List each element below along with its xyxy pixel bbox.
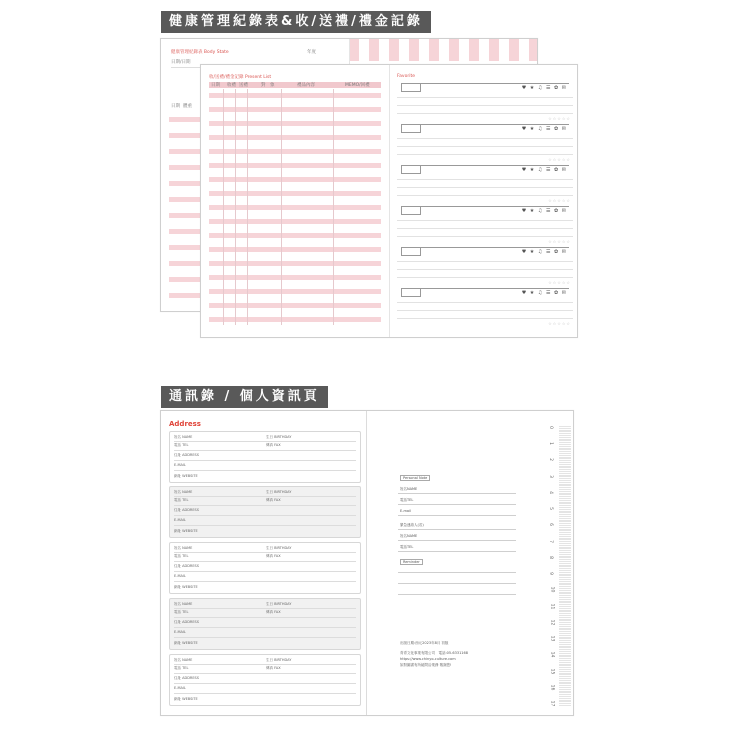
address-birthday-label: 生日 BIRTHDAY xyxy=(266,658,292,662)
favorite-stars: ☆☆☆☆☆ xyxy=(548,321,571,326)
ruler-number: 15 xyxy=(549,668,555,674)
ruler-number: 17 xyxy=(549,700,555,707)
ruler-number: 0 xyxy=(547,426,553,429)
address-card xyxy=(169,598,361,650)
ruler-number: 7 xyxy=(547,539,553,543)
address-website-label: 網址 WEBSITE xyxy=(174,474,198,478)
address-birthday-label: 生日 BIRTHDAY xyxy=(266,546,292,550)
address-spread-page xyxy=(160,410,574,716)
ruler-number: 1 xyxy=(547,442,553,446)
address-fax-label: 傳真 FAX xyxy=(266,666,281,670)
spine xyxy=(389,65,390,337)
ruler-numbers xyxy=(549,425,559,707)
address-fax-label: 傳真 FAX xyxy=(266,498,281,502)
address-address-label: 住址 ADDRESS xyxy=(174,508,199,512)
address-card xyxy=(169,431,361,483)
ruler-number: 9 xyxy=(547,572,553,576)
address-name-label: 姓名 NAME xyxy=(174,546,193,550)
personal-email-label: E-mail xyxy=(400,509,411,513)
copyright-note: 如對圖書有所疑問洽業務 敬謝您! xyxy=(400,663,452,667)
favorite-entry xyxy=(401,83,569,92)
ruler xyxy=(559,425,571,707)
favorite-stars: ☆☆☆☆☆ xyxy=(548,116,571,121)
reminder-heading: Reminder xyxy=(400,559,423,565)
address-fax-label: 傳真 FAX xyxy=(266,610,281,614)
health-record-stripes xyxy=(349,39,537,61)
health-record-date: 日期/日期 xyxy=(171,60,191,65)
ruler-number: 14 xyxy=(549,651,555,658)
publisher-url: https://www.chinyo-culture.com xyxy=(400,657,456,661)
health-col-date: 日期 xyxy=(171,104,180,109)
address-fax-label: 傳真 FAX xyxy=(266,554,281,558)
address-tel-label: 電話 TEL xyxy=(174,666,189,670)
ruler-number: 16 xyxy=(549,684,555,691)
address-website-label: 網址 WEBSITE xyxy=(174,585,198,589)
address-name-label: 姓名 NAME xyxy=(174,658,193,662)
favorite-entry xyxy=(401,288,569,297)
health-record-title: 健康管理紀錄表 Body State xyxy=(171,50,229,55)
address-email-label: E-MAIL xyxy=(174,574,186,578)
address-name-label: 姓名 NAME xyxy=(174,602,193,606)
emergency-heading: 緊急連絡人(若) xyxy=(400,523,424,527)
address-name-label: 姓名 NAME xyxy=(174,435,193,439)
favorite-rating-icons: ♥ ★ ♫ ☰ ✿ ✉ xyxy=(521,208,567,214)
present-header-date: 日期 xyxy=(211,83,220,88)
present-header-received: 收禮 xyxy=(227,83,236,88)
ruler-number: 6 xyxy=(547,523,553,527)
ruler-number: 2 xyxy=(547,458,553,462)
health-table xyxy=(169,111,201,301)
favorite-stars: ☆☆☆☆☆ xyxy=(548,280,571,285)
ruler-number: 3 xyxy=(547,474,553,478)
favorite-rating-icons: ♥ ★ ♫ ☰ ✿ ✉ xyxy=(521,126,567,132)
favorite-list xyxy=(397,83,573,331)
address-card xyxy=(169,486,361,538)
favorite-stars: ☆☆☆☆☆ xyxy=(548,198,571,203)
address-fax-label: 傳真 FAX xyxy=(266,443,281,447)
publish-date: 出版日期:西元2023年8月 初版 xyxy=(400,641,449,645)
health-col-weight: 體重 xyxy=(183,104,192,109)
ruler-number: 12 xyxy=(549,619,555,626)
present-header-sent: 送禮 xyxy=(239,83,248,88)
ruler-number: 4 xyxy=(547,491,553,494)
address-card xyxy=(169,654,361,706)
present-list-title: 收/送禮/禮金記錄 Present List xyxy=(209,75,272,80)
favorite-rating-icons: ♥ ★ ♫ ☰ ✿ ✉ xyxy=(521,249,567,255)
ruler-number: 11 xyxy=(549,603,555,609)
section1-banner: 健康管理紀錄表&收/送禮/禮金記錄 xyxy=(161,11,431,33)
present-list-table xyxy=(209,89,381,325)
personal-name-label: 姓名NAME xyxy=(400,487,418,491)
address-card xyxy=(169,542,361,594)
present-list-header-row xyxy=(209,82,381,88)
address-email-label: E-MAIL xyxy=(174,518,186,522)
favorite-rating-icons: ♥ ★ ♫ ☰ ✿ ✉ xyxy=(521,85,567,91)
ruler-number: 5 xyxy=(547,507,553,511)
address-email-label: E-MAIL xyxy=(174,630,186,634)
address-address-label: 住址 ADDRESS xyxy=(174,564,199,568)
address-birthday-label: 生日 BIRTHDAY xyxy=(266,435,292,439)
address-website-label: 網址 WEBSITE xyxy=(174,697,198,701)
ruler-number: 8 xyxy=(547,555,553,559)
present-header-recipient: 對 象 xyxy=(261,83,275,88)
present-header-memo: MEMO/回禮 xyxy=(345,83,370,88)
emergency-tel-label: 電話TEL xyxy=(400,545,414,549)
address-address-label: 住址 ADDRESS xyxy=(174,453,199,457)
personal-info-page xyxy=(398,473,523,713)
spine xyxy=(366,411,367,715)
health-record-year: 年度 xyxy=(307,50,316,55)
favorite-rating-icons: ♥ ★ ♫ ☰ ✿ ✉ xyxy=(521,290,567,296)
address-birthday-label: 生日 BIRTHDAY xyxy=(266,602,292,606)
ruler-number: 10 xyxy=(549,586,555,593)
section2-banner: 通訊錄 / 個人資訊頁 xyxy=(161,386,328,408)
address-tel-label: 電話 TEL xyxy=(174,610,189,614)
address-website-label: 網址 WEBSITE xyxy=(174,641,198,645)
personal-note-heading: Personal Note xyxy=(400,475,430,481)
address-email-label: E-MAIL xyxy=(174,686,186,690)
favorite-entry xyxy=(401,124,569,133)
address-tel-label: 電話 TEL xyxy=(174,443,189,447)
present-spread-page xyxy=(200,64,578,338)
ruler-number: 13 xyxy=(549,635,555,642)
address-tel-label: 電話 TEL xyxy=(174,554,189,558)
emergency-name-label: 姓名NAME xyxy=(400,534,418,538)
address-website-label: 網址 WEBSITE xyxy=(174,529,198,533)
favorite-stars: ☆☆☆☆☆ xyxy=(548,239,571,244)
address-tel-label: 電話 TEL xyxy=(174,498,189,502)
address-name-label: 姓名 NAME xyxy=(174,490,193,494)
publisher-info: 青青文化事業有限公司 電話:05-6331168 xyxy=(400,651,468,655)
personal-tel-label: 電話TEL xyxy=(400,498,414,502)
address-title: Address xyxy=(169,420,201,428)
favorite-entry xyxy=(401,165,569,174)
address-address-label: 住址 ADDRESS xyxy=(174,676,199,680)
favorite-entry xyxy=(401,206,569,215)
address-address-label: 住址 ADDRESS xyxy=(174,620,199,624)
address-email-label: E-MAIL xyxy=(174,463,186,467)
favorite-rating-icons: ♥ ★ ♫ ☰ ✿ ✉ xyxy=(521,167,567,173)
favorite-title: Favorite xyxy=(397,74,415,79)
favorite-entry xyxy=(401,247,569,256)
favorite-stars: ☆☆☆☆☆ xyxy=(548,157,571,162)
address-birthday-label: 生日 BIRTHDAY xyxy=(266,490,292,494)
present-header-gift: 禮品內容 xyxy=(297,83,315,88)
